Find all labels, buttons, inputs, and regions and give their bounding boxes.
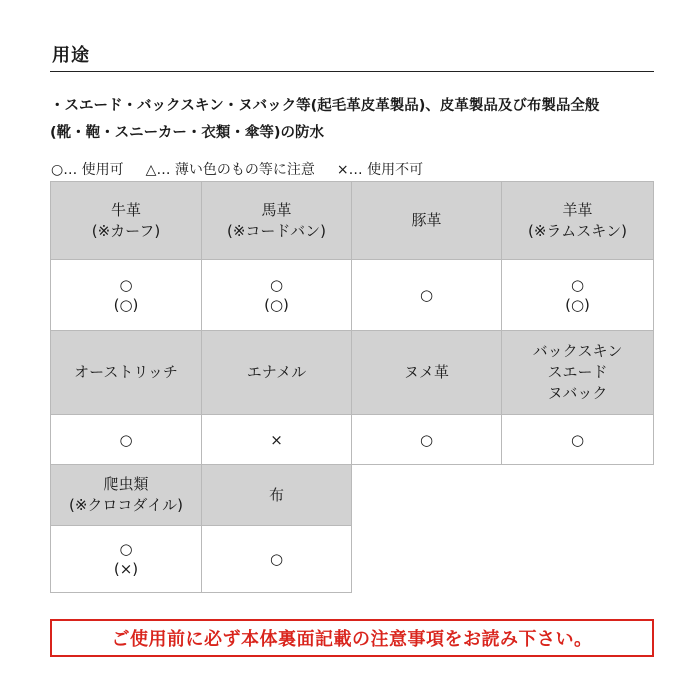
section-divider: [50, 71, 654, 72]
material-header-nume-leather: ヌメ革: [351, 330, 502, 415]
material-header-ostrich: オーストリッチ: [50, 330, 202, 415]
compat-value-sheepskin: ○ (○): [501, 259, 654, 331]
material-header-reptile: 爬虫類 (※クロコダイル): [50, 464, 202, 526]
caution-notice: [50, 619, 654, 657]
section-title: 用途: [52, 45, 90, 66]
material-header-cowhide: 牛革 (※カーフ): [50, 181, 202, 260]
material-header-suede: バックスキン スエード ヌバック: [501, 330, 654, 415]
material-header-sheepskin: 羊革 (※ラムスキン): [501, 181, 654, 260]
compat-value-nume-leather: ○: [351, 414, 502, 465]
usage-description-line-2: (靴・鞄・スニーカー・衣類・傘等)の防水: [50, 125, 324, 141]
legend-ok: ○… 使用可: [51, 162, 124, 178]
material-header-cloth: 布: [201, 464, 352, 526]
material-header-enamel: エナメル: [201, 330, 352, 415]
compat-value-horsehide: ○ (○): [201, 259, 352, 331]
compat-value-reptile: ○ (×): [50, 525, 202, 593]
compat-value-suede: ○: [501, 414, 654, 465]
legend-ng: ×… 使用不可: [336, 162, 424, 178]
usage-description-line-1: ・スエード・バックスキン・ヌバック等(起毛革皮革製品)、皮革製品及び布製品全般: [50, 98, 600, 114]
compat-value-ostrich: ○: [50, 414, 202, 465]
compat-value-cowhide: ○ (○): [50, 259, 202, 331]
compat-value-cloth: ○: [201, 525, 352, 593]
material-header-pigskin: 豚革: [351, 181, 502, 260]
caution-notice-text: ご使用前に必ず本体裏面記載の注意事項をお読み下さい。: [111, 629, 593, 650]
legend-caution: △… 薄い色のもの等に注意: [145, 162, 315, 178]
compat-value-enamel: ×: [201, 414, 352, 465]
compat-value-pigskin: ○: [351, 259, 502, 331]
symbol-legend: [51, 159, 423, 179]
material-header-horsehide: 馬革 (※コードバン): [201, 181, 352, 260]
